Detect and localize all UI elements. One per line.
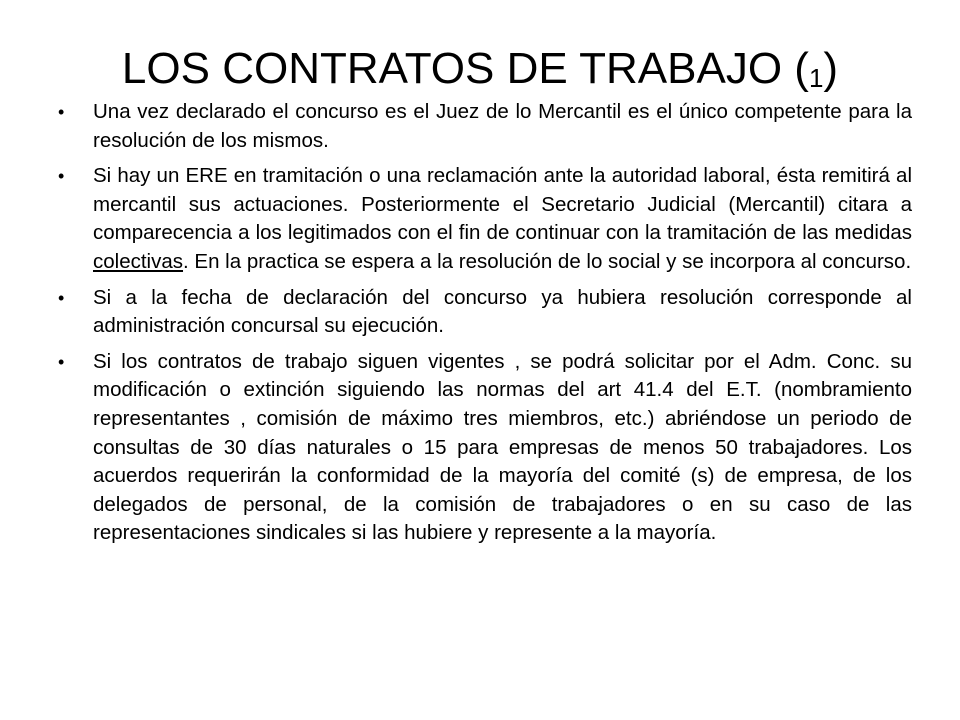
underlined-word: colectivas: [93, 249, 184, 273]
bullet-item: [58, 162, 912, 276]
bullet-text-post: . En la practica se espera a la resolución de lo social y se incorpora al concurso.: [183, 249, 912, 273]
bullet-text: Si los contratos de trabajo siguen vigentes , se podrá solicitar por el Adm. Conc. su modificación o extinción siguiendo las normas del art 41.4 del E.T. (nombramiento representantes , comisión de máximo tres miembros, etc.) abriéndose un periodo de consultas de 30 días naturales o 15 para empresas de menos 50 trabajadores. Los acuerdos requerirán la conformidad de la mayoría del comité (s) de empresa, de los delegados de personal, de la comisión de trabajadores o en su caso de las representaciones sindicales si las hubiere y represente a la mayoría.: [93, 349, 912, 545]
bullet-item: [58, 98, 912, 155]
bullet-list: [58, 98, 912, 555]
bullet-item: [58, 348, 912, 548]
bullet-dot-icon: •: [58, 351, 65, 372]
slide-title: [48, 40, 912, 107]
title-close-paren: ): [823, 44, 839, 93]
bullet-dot-icon: •: [58, 166, 65, 187]
bullet-item: [58, 284, 912, 341]
bullet-text: Si a la fecha de declaración del concurso ya hubiera resolución corresponde al administración concursal su ejecución.: [93, 285, 912, 338]
bullet-dot-icon: •: [58, 102, 65, 122]
bullet-text-pre: Si hay un ERE en tramitación o una reclamación ante la autoridad laboral, ésta remitirá al mercantil sus actuaciones. Posteriormente el Secretario Judicial (Mercantil) citara a comparecencia a los legitimados con el fin de continuar con la tramitación de las medidas: [93, 164, 912, 245]
bullet-text: Una vez declarado el concurso es el Juez de lo Mercantil es el único competente para la resolución de los mismos.: [93, 100, 912, 152]
title-text: LOS CONTRATOS DE TRABAJO (: [121, 44, 809, 93]
bullet-dot-icon: •: [58, 287, 65, 308]
title-subscript: 1: [808, 63, 824, 93]
